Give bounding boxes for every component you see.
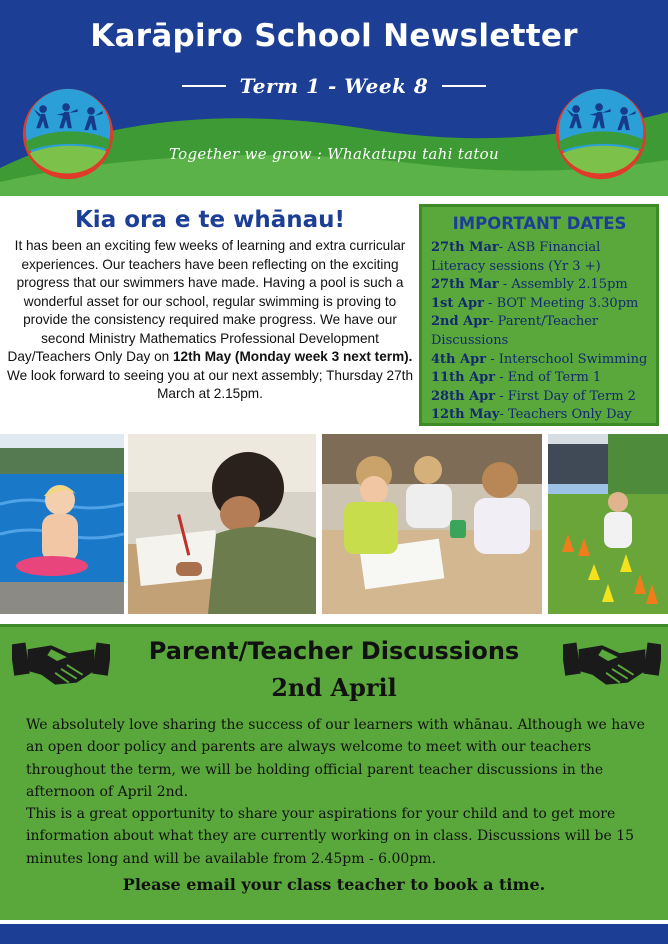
- date-label: 27th Mar: [431, 240, 499, 255]
- intro-paragraph-bold: 12th May (Monday week 3 next term).: [172, 349, 413, 364]
- date-item: [431, 388, 648, 407]
- date-label: 2nd Apr: [431, 314, 490, 330]
- date-event: Parent/Teacher Discussions: [431, 314, 599, 348]
- date-separator: -: [495, 388, 508, 404]
- divider-line: [182, 85, 226, 87]
- date-separator: -: [495, 370, 508, 386]
- date-separator: -: [483, 295, 497, 311]
- footer-bar: [0, 924, 668, 944]
- school-logo-icon: [20, 86, 116, 182]
- date-event: First Day of Term 2: [507, 388, 636, 404]
- school-logo-icon: [553, 86, 649, 182]
- school-motto: Together we grow : Whakatupu tahi tatou: [169, 145, 499, 163]
- discussions-paragraph: This is a great opportunity to share your aspirations for your child and to get more information about what they are currently working on in class. Discussions will be 15 minutes long and will be available from 2.45pm - 6.00pm.: [26, 806, 635, 867]
- date-label: 28th Apr: [431, 388, 496, 404]
- date-item: [431, 295, 648, 314]
- date-item: [431, 313, 648, 350]
- greeting-heading: Kia ora e te whānau!: [74, 207, 345, 233]
- date-item: [431, 369, 648, 388]
- photo-swimming-pool: [0, 434, 124, 614]
- booking-call-to-action: Please email your class teacher to book a time.: [122, 875, 546, 894]
- date-separator: -: [498, 240, 508, 255]
- date-label: 1st Apr: [431, 295, 484, 311]
- date-separator: -: [486, 351, 499, 367]
- newsletter-header: [0, 0, 668, 196]
- divider-line: [442, 85, 486, 87]
- date-item: [431, 276, 648, 295]
- date-event: Assembly 2.15pm: [511, 277, 628, 293]
- date-event: ASB Financial Literacy sessions (Yr 3 +): [431, 240, 601, 274]
- date-item: [431, 239, 648, 276]
- term-label: Term 1 - Week 8: [239, 74, 429, 98]
- discussions-body: [26, 714, 656, 870]
- intro-paragraph-text: It has been an exciting few weeks of learning and extra curricular experiences. Our teachers have been reflecting on the exciting progress that our swimmers have made. Having a pool is such a wonderful asset for our school, regular swimming is proving to provide the consistency required make progress. We have our second Ministry Mathematics Professional Development Day/Teachers Only Day on: [7, 238, 406, 364]
- date-label: 4th Apr: [431, 351, 487, 367]
- date-label: 27th Mar: [431, 277, 499, 293]
- important-dates-heading: IMPORTANT DATES: [452, 214, 627, 233]
- newsletter-title: Karāpiro School Newsletter: [90, 18, 578, 54]
- intro-section: [2, 203, 418, 404]
- date-event: End of Term 1: [507, 370, 602, 386]
- discussions-date: 2nd April: [271, 673, 397, 702]
- discussions-paragraph: We absolutely love sharing the success of our learners with whānau. Although we have an open door policy and parents are always welcome to meet with our teachers throughout the term, we will be holding official parent teacher discussions in the afternoon of April 2nd.: [26, 717, 645, 800]
- discussions-title: Parent/Teacher Discussions: [148, 637, 520, 665]
- photo-classroom-writing: [322, 434, 542, 614]
- photo-student-writing: [128, 434, 316, 614]
- date-separator: -: [498, 277, 512, 293]
- date-event: Teachers Only Day: [507, 407, 632, 423]
- date-separator: -: [499, 407, 508, 423]
- date-label: 12th May: [431, 407, 500, 423]
- date-label: 11th Apr: [431, 370, 496, 386]
- date-item: [431, 351, 648, 370]
- photo-outdoor-sports: [548, 434, 668, 614]
- intro-paragraph: [2, 237, 418, 367]
- assembly-paragraph: We look forward to seeing you at our next assembly; Thursday 27th March at 2.15pm.: [6, 367, 413, 401]
- important-dates-box: [419, 204, 659, 426]
- parent-teacher-section: [0, 624, 668, 920]
- date-event: BOT Meeting 3.30pm: [496, 295, 639, 311]
- date-separator: -: [489, 314, 498, 330]
- date-item: [431, 406, 648, 425]
- date-event: Interschool Swimming: [498, 351, 648, 367]
